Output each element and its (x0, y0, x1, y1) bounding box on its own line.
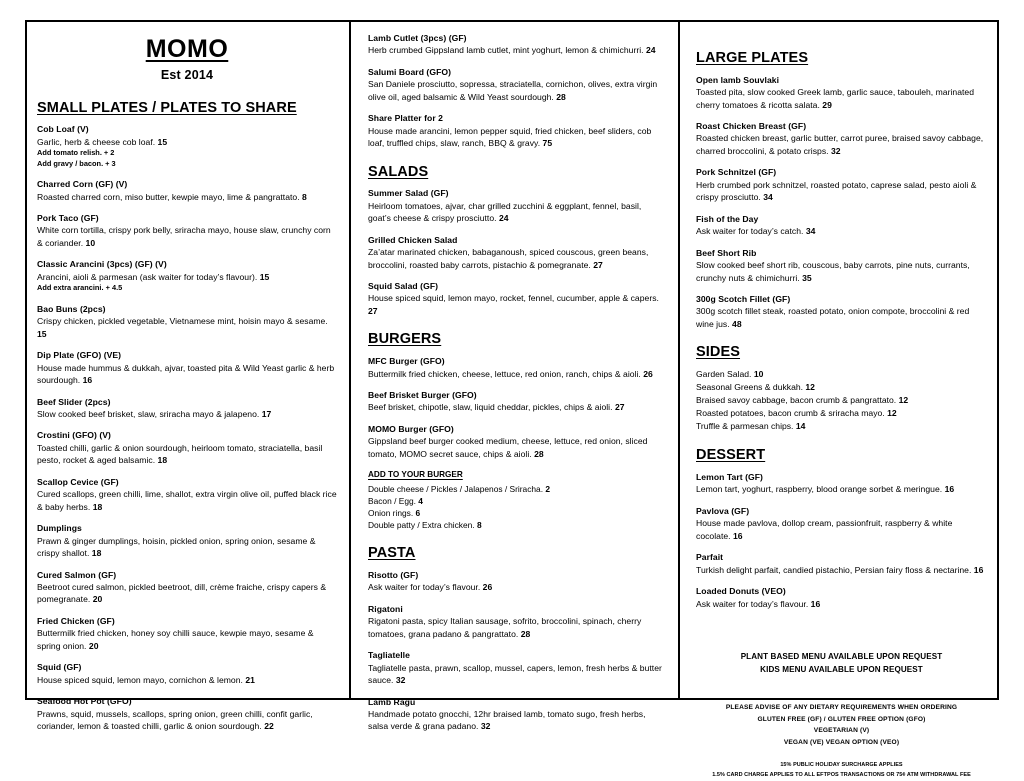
dietary-note-line: VEGAN (VE) VEGAN OPTION (VEO) (783, 738, 900, 746)
menu-item (37, 615, 337, 652)
menu-item-name: Squid (GF) (37, 662, 82, 673)
menu-item-price: 26 (482, 582, 493, 593)
menu-item-description: Roasted chicken breast, garlic butter, carrot puree, braised savoy cabbage, charred broccolini, & potato crisps. 32 (696, 133, 984, 156)
menu-item-price: 20 (92, 594, 103, 605)
menu-item-description: Slow cooked beef brisket, slaw, sriracha mayo & jalapeno. 17 (37, 408, 272, 419)
menu-item-description: San Daniele prosciutto, sopressa, straciatella, cornichon, olives, extra virgin olive oil, aged balsamic & Wild Yeast sourdough. 28 (368, 79, 658, 102)
fineprint-line: 1.5% CARD CHARGE APPLIES TO ALL EFTPOS TRANSACTIONS OR 75¢ ATM WITHDRAWAL FEE (712, 772, 971, 779)
menu-item (696, 120, 987, 157)
menu-item-name: Loaded Donuts (VEO) (696, 586, 786, 597)
menu-item (37, 661, 337, 686)
menu-item (696, 293, 987, 330)
menu-item (696, 247, 987, 284)
dietary-note-line: VEGETARIAN (V) (813, 727, 870, 735)
menu-item-price: 16 (82, 375, 93, 386)
menu-item-description: Prawns, squid, mussels, scallops, spring onion, green chilli, confit garlic, coriander, lemon & toasted chilli, garlic & onion sourdough. 22 (37, 708, 313, 732)
menu-item-description: Toasted chilli, garlic & onion sourdough, heirloom tomato, straciatella, basil pesto, rocket & aged balsamic. 18 (37, 442, 323, 466)
menu-item-description: Lemon tart, yoghurt, raspberry, blood orange sorbet & meringue. 16 (696, 484, 955, 495)
section-title-small-plates: SMALL PLATES / PLATES TO SHARE (37, 99, 297, 116)
menu-item-description: Handmade potato gnocchi, 12hr braised lamb, tomato sugo, fresh herbs, salsa verde & grana padano. 32 (368, 709, 646, 732)
menu-item-price: 17 (261, 408, 272, 419)
menu-item-name: Cob Loaf (V) (37, 124, 89, 135)
section-title-large-plates: LARGE PLATES (696, 50, 809, 66)
menu-item-price: 28 (556, 91, 566, 102)
menu-item-description: Tagliatelle pasta, prawn, scallop, mussel, capers, lemon, fresh herbs & butter sauce. 32 (368, 662, 662, 686)
menu-item-price: 14 (795, 421, 806, 432)
dietary-note-line: GLUTEN FREE (GF) / GLUTEN FREE OPTION (GFO) (757, 715, 926, 723)
menu-item-description: Beetroot cured salmon, pickled beetroot, dill, crème fraiche, crispy capers & pomegranate. 20 (37, 581, 327, 605)
menu-item-price: 24 (498, 213, 509, 224)
menu-item-price: 10 (753, 369, 764, 380)
menu-item-price: 48 (732, 318, 742, 329)
menu-item-name: Lemon Tart (GF) (696, 472, 763, 483)
menu-item-description: Cured scallops, green chilli, lime, shallot, extra virgin olive oil, puffed black rice & baby herbs. 18 (37, 489, 337, 512)
fineprint-line: 15% PUBLIC HOLIDAY SURCHARGE APPLIES (780, 762, 903, 769)
menu-item (368, 112, 666, 149)
menu-columns (27, 22, 997, 779)
side-line-item: Truffle & parmesan chips. 14 (696, 421, 806, 432)
menu-item-name: Cured Salmon (GF) (37, 569, 117, 580)
menu-item-price: 18 (92, 501, 103, 512)
menu-item-description: Ask waiter for today’s flavour. 26 (368, 582, 493, 593)
section-title-salads: SALADS (368, 163, 429, 180)
menu-item-name: Squid Salad (GF) (368, 281, 439, 292)
menu-item-price: 8 (476, 520, 482, 531)
menu-item (37, 212, 337, 249)
menu-item-price: 16 (732, 530, 743, 541)
availability-notice-line: PLANT BASED MENU AVAILABLE UPON REQUEST (740, 652, 943, 662)
menu-item (368, 603, 666, 640)
menu-item-price: 29 (822, 99, 832, 110)
menu-item-price: 20 (88, 640, 99, 651)
menu-item-price: 10 (85, 237, 96, 248)
menu-item (368, 649, 666, 686)
menu-item-name: MFC Burger (GFO) (368, 356, 445, 367)
menu-item (37, 569, 337, 606)
menu-item (37, 303, 337, 340)
restaurant-name: MOMO (145, 35, 229, 63)
menu-item-name: Parfait (696, 552, 724, 563)
side-line-item: Roasted potatoes, bacon crumb & sriracha mayo. 12 (696, 408, 897, 419)
menu-item-price: 27 (593, 259, 603, 270)
menu-item-name: Tagliatelle (368, 650, 410, 661)
dessert-list (696, 471, 987, 610)
side-line-item: Garden Salad. 10 (696, 369, 764, 380)
menu-item-description: Garlic, herb & cheese cob loaf. 15 (37, 136, 168, 147)
menu-item-description: White corn tortilla, crispy pork belly, sriracha mayo, house slaw, crunchy corn & coriander. 10 (37, 225, 331, 248)
menu-item (37, 476, 337, 513)
menu-item-name: Salumi Board (GFO) (368, 66, 452, 77)
menu-item-name: Beef Short Rib (696, 247, 757, 258)
menu-item-price: 75 (542, 138, 553, 149)
menu-item (368, 280, 666, 317)
menu-item (696, 166, 987, 203)
menu-item-description: Prawn & ginger dumplings, hoisin, pickled onion, spring onion, sesame & crispy shallot. 18 (37, 535, 316, 559)
surcharge-fineprint (696, 761, 987, 781)
subsection-title-add-to-burger: ADD TO YOUR BURGER (368, 470, 463, 480)
menu-item-price: 16 (810, 598, 821, 609)
menu-item (37, 123, 337, 169)
menu-item-name: Summer Salad (GF) (368, 188, 449, 199)
menu-item-addon: Add tomato relish. + 2 (37, 148, 115, 158)
menu-item (696, 213, 987, 238)
side-line-item: Seasonal Greens & dukkah. 12 (696, 382, 815, 393)
menu-item-price: 15 (259, 271, 270, 282)
dietary-note-line: PLEASE ADVISE OF ANY DIETARY REQUIREMENTS WHEN ORDERING (725, 704, 958, 712)
menu-item-price: 22 (264, 721, 274, 732)
menu-item-description: House spiced squid, lemon mayo, cornichon & lemon. 21 (37, 674, 255, 685)
menu-availability-notices (696, 650, 987, 676)
menu-item-name: Rigatoni (368, 603, 403, 614)
menu-item (37, 429, 337, 466)
menu-item-price: 18 (157, 455, 168, 466)
menu-item-price: 35 (802, 272, 812, 283)
menu-item-name: Fish of the Day (696, 213, 759, 224)
menu-item (368, 32, 666, 57)
burger-addon-line: Bacon / Egg. 4 (368, 495, 423, 506)
menu-item (368, 423, 666, 460)
menu-item-price: 24 (645, 45, 656, 56)
menu-item-description: Ask waiter for today’s catch. 34 (696, 226, 816, 237)
pasta-list (368, 569, 666, 733)
menu-item-name: Beef Slider (2pcs) (37, 396, 111, 407)
menu-item-description: 300g scotch fillet steak, roasted potato, onion compote, broccolini & red wine jus. 48 (696, 306, 970, 329)
menu-item-description: Arancini, aioli & parmesan (ask waiter for today’s flavour). 15 (37, 271, 270, 282)
menu-item-name: MOMO Burger (GFO) (368, 423, 454, 434)
menu-item-name: Pork Taco (GF) (37, 213, 99, 224)
menu-item-price: 15 (157, 136, 168, 147)
menu-item-addon: Add gravy / bacon. + 3 (37, 158, 116, 168)
menu-item-price: 2 (545, 483, 551, 494)
menu-item (696, 551, 987, 576)
menu-item-addon: Add extra arancini. + 4.5 (37, 283, 123, 293)
menu-item-description: Roasted charred corn, miso butter, kewpie mayo, lime & pangrattato. 8 (37, 191, 307, 202)
menu-item-name: Dumplings (37, 523, 82, 534)
menu-item (368, 389, 666, 414)
section-title-sides: SIDES (696, 344, 741, 361)
burger-addon-line: Onion rings. 6 (368, 507, 421, 518)
menu-item (37, 258, 337, 293)
menu-item-name: Roast Chicken Breast (GF) (696, 121, 807, 132)
menu-item (37, 522, 337, 559)
menu-item-price: 16 (944, 484, 955, 495)
menu-item-price: 16 (973, 564, 984, 575)
section-title-pasta: PASTA (368, 545, 416, 562)
menu-item-name: Pavlova (GF) (696, 505, 750, 516)
menu-item-price: 18 (91, 548, 102, 559)
menu-item-price: 32 (480, 721, 491, 732)
menu-item-name: Share Platter for 2 (368, 113, 443, 124)
menu-column-middle (349, 22, 678, 732)
menu-item-name: Lamb Cutlet (3pcs) (GF) (368, 33, 467, 43)
menu-item-description: Buttermilk fried chicken, honey soy chilli sauce, kewpie mayo, sesame & spring onion. 20 (37, 628, 314, 651)
menu-item-description: Heirloom tomatoes, ajvar, char grilled zucchini & eggplant, fennel, basil, goat’s cheese & crispy prosciutto. 24 (368, 200, 642, 224)
menu-item-description: Beef brisket, chipotle, slaw, liquid cheddar, pickles, chips & aioli. 27 (368, 402, 625, 413)
menu-item-price: 12 (805, 382, 815, 393)
menu-item-name: 300g Scotch Fillet (GF) (696, 294, 791, 305)
menu-item (37, 349, 337, 386)
burger-addon-line: Double patty / Extra chicken. 8 (368, 520, 482, 531)
menu-item-name: Grilled Chicken Salad (368, 234, 458, 245)
menu-item (368, 355, 666, 380)
side-line-item: Braised savoy cabbage, bacon crumb & pangrattato. 12 (696, 395, 909, 406)
menu-item-name: Open lamb Souvlaki (696, 74, 780, 85)
menu-item-description: Buttermilk fried chicken, cheese, lettuce, red onion, ranch, chips & aioli. 26 (368, 368, 653, 379)
menu-item-description: House spiced squid, lemon mayo, rocket, fennel, cucumber, apple & capers. 27 (368, 293, 659, 316)
menu-item-price: 4 (418, 495, 423, 506)
menu-item-name: Fried Chicken (GF) (37, 615, 115, 626)
menu-item-name: Scallop Cevice (GF) (37, 476, 119, 487)
menu-item-price: 32 (830, 145, 841, 156)
menu-item-price: 27 (614, 402, 625, 413)
burger-addons-list (368, 483, 666, 532)
menu-item-price: 6 (415, 507, 421, 518)
menu-item (37, 396, 337, 421)
section-title-burgers: BURGERS (368, 331, 442, 348)
menu-item (368, 234, 666, 271)
menu-item-price: 12 (887, 408, 897, 419)
menu-item-description: Slow cooked beef short rib, couscous, baby carrots, pine nuts, currants, crunchy nuts & chimichurri. 35 (696, 260, 970, 283)
menu-item-description: House made pavlova, dollop cream, passionfruit, raspberry & white cocolate. 16 (696, 518, 953, 541)
menu-item-price: 21 (245, 674, 255, 685)
menu-item (37, 178, 337, 203)
menu-item-price: 27 (368, 305, 378, 316)
menu-item (368, 66, 666, 103)
menu-item-price: 12 (898, 395, 909, 406)
menu-item-description: Turkish delight parfait, candied pistachio, Persian fairy floss & nectarine. 16 (696, 564, 984, 575)
menu-item-description: Za’atar marinated chicken, babaganoush, spiced couscous, green beans, broccolini, roasted baby carrots, pistachio & pomegranate. 27 (368, 247, 649, 270)
section-title-dessert: DESSERT (696, 447, 766, 464)
menu-item (368, 187, 666, 224)
menu-column-right (678, 22, 997, 779)
established-year: Est 2014 (160, 67, 214, 82)
menu-item (696, 505, 987, 542)
menu-item (696, 471, 987, 496)
menu-item-name: Classic Arancini (3pcs) (GF) (V) (37, 259, 167, 270)
menu-item-description: Toasted pita, slow cooked Greek lamb, garlic sauce, tabouleh, marinated cherry tomatoes & ricotta salata. 29 (696, 87, 975, 110)
menu-item (37, 695, 337, 732)
menu-item-name: Seafood Hot Pot (GFO) (37, 696, 132, 707)
menu-item-description: House made arancini, lemon pepper squid, fried chicken, beef sliders, cob loaf, truffled chips, slaw, ranch, BBQ & gravy. 75 (368, 125, 652, 149)
menu-item-description: House made hummus & dukkah, ajvar, toasted pita & Wild Yeast garlic & herb sourdough. 16 (37, 362, 335, 386)
menu-item-price: 26 (643, 368, 653, 379)
menu-item-name: Crostini (GFO) (V) (37, 430, 111, 441)
small-plates-continued-list (368, 32, 666, 150)
menu-item-price: 15 (37, 328, 47, 339)
menu-item-description: Herb crumbed pork schnitzel, roasted potato, caprese salad, pesto aioli & crispy prosciutto. 34 (696, 179, 977, 203)
menu-item-price: 34 (763, 192, 773, 203)
menu-item-price: 34 (805, 226, 816, 237)
dietary-legend (696, 702, 987, 748)
menu-item-description: Rigatoni pasta, spicy Italian sausage, sofrito, broccolini, spinach, cherry tomatoes, grana padano & pangrattato. 28 (368, 616, 642, 639)
menu-item (368, 569, 666, 594)
menu-item (368, 696, 666, 733)
menu-item-name: Beef Brisket Burger (GFO) (368, 389, 477, 400)
menu-item-name: Charred Corn (GF) (V) (37, 179, 128, 190)
menu-item-name: Pork Schnitzel (GF) (696, 167, 777, 178)
menu-item-description: Ask waiter for today’s flavour. 16 (696, 598, 821, 609)
burger-addon-line: Double cheese / Pickles / Jalapenos / Sriracha. 2 (368, 483, 551, 494)
menu-item-name: Risotto (GF) (368, 569, 419, 580)
burgers-list (368, 355, 666, 460)
menu-item-price: 32 (395, 675, 406, 686)
large-plates-list (696, 74, 987, 331)
salads-list (368, 187, 666, 317)
sides-list (696, 368, 987, 433)
menu-item-description: Crispy chicken, pickled vegetable, Vietnamese mint, hoisin mayo & sesame. 15 (37, 316, 328, 339)
menu-item-price: 28 (520, 628, 531, 639)
burger-addons-block (368, 469, 666, 531)
menu-item (696, 74, 987, 111)
menu-page (25, 20, 999, 779)
menu-item-price: 28 (534, 448, 544, 459)
menu-item-description: Herb crumbed Gippsland lamb cutlet, mint yoghurt, lemon & chimichurri. 24 (368, 45, 656, 56)
menu-item-description: Gippsland beef burger cooked medium, cheese, lettuce, red onion, sliced tomato, MOMO secret sauce, chips & aioli. 28 (368, 436, 648, 459)
availability-notice-line: KIDS MENU AVAILABLE UPON REQUEST (760, 665, 923, 675)
brand-header (37, 36, 337, 82)
small-plates-list (37, 123, 337, 732)
menu-item-name: Lamb Ragu (368, 696, 416, 707)
menu-item-price: 8 (302, 191, 307, 202)
menu-column-left (27, 22, 349, 732)
menu-item-name: Dip Plate (GFO) (VE) (37, 350, 122, 361)
menu-item-name: Bao Buns (2pcs) (37, 303, 106, 314)
menu-item (696, 585, 987, 610)
